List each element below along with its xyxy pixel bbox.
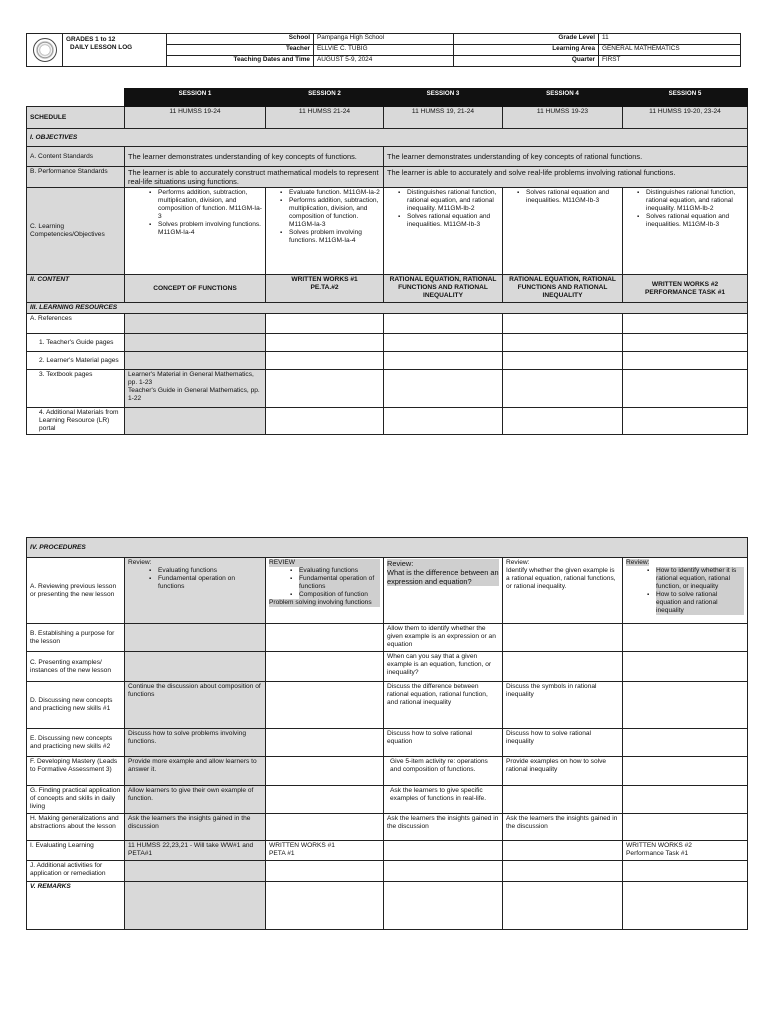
procedure-c-label: C. Presenting examples/ instances of the new lesson xyxy=(27,652,125,682)
competency-cell xyxy=(503,188,623,275)
procedure-g-session3: Ask the learners to give specific examples of functions in real-life. xyxy=(384,786,503,814)
performance-standard-b: The learner is able to accurately and solve real-life problems involving rational functions. xyxy=(384,167,748,188)
review-item: ▪ How to identify whether it is rational equation, rational function, or inequality xyxy=(656,567,744,591)
textbook-label: 3. Textbook pages xyxy=(27,370,125,408)
procedure-i-label: I. Evaluating Learning xyxy=(27,841,125,861)
procedure-i-session5: WRITTEN WORKS #2 Performance Task #1 xyxy=(623,841,748,861)
procedure-a-label: A. Reviewing previous lesson or presenting the new lesson xyxy=(27,558,125,624)
procedure-i-session1: 11 HUMSS 22,23,21 - Will take WW#1 and PETA#1 xyxy=(125,841,266,861)
procedure-h-session3: Ask the learners the insights gained in the discussion xyxy=(384,814,503,841)
sessions-table xyxy=(26,88,748,435)
review-item: ▪ Fundamental operation on functions xyxy=(158,575,262,591)
seal-icon xyxy=(33,38,57,62)
teacher-label: Teacher xyxy=(167,45,314,56)
procedure-e-session3: Discuss how to solve rational equation xyxy=(384,729,503,757)
learners-material-label: 2. Learner's Material pages xyxy=(27,352,125,370)
performance-standard-a: The learner is able to accurately construct mathematical models to represent real-life situations using functions. xyxy=(125,167,384,188)
session-header: SESSION 3 xyxy=(384,89,503,107)
textbook-value: Learner's Material in General Mathematics, pp. 1-23 Teacher's Guide in General Mathematics, pp. 1-22 xyxy=(125,370,266,408)
school-label: School xyxy=(167,34,314,45)
schedule-label: SCHEDULE xyxy=(27,107,125,129)
session-header: SESSION 1 xyxy=(125,89,266,107)
grades-title: GRADES 1 to 12 xyxy=(66,36,116,43)
review-title: Review: xyxy=(626,559,650,566)
procedure-a-session1 xyxy=(125,558,266,624)
procedure-a-session5 xyxy=(623,558,748,624)
procedure-d-session3: Discuss the difference between rational equation, rational function, and rational inequality xyxy=(384,682,503,729)
review-title: REVIEW xyxy=(269,559,380,567)
procedure-c-session3: When can you say that a given example is an equation, function, or inequality? xyxy=(384,652,503,682)
content-standards-label: A. Content Standards xyxy=(27,147,125,167)
teachers-guide-label: 1. Teacher's Guide pages xyxy=(27,334,125,352)
session-header: SESSION 5 xyxy=(623,89,748,107)
procedure-e-session1: Discuss how to solve problems involving functions. xyxy=(125,729,266,757)
review-extra: Problem solving involving functions xyxy=(269,599,380,607)
log-title: DAILY LESSON LOG xyxy=(70,44,133,51)
content-standard-b: The learner demonstrates understanding of key concepts of rational functions. xyxy=(384,147,748,167)
grade-label: Grade Level xyxy=(454,34,599,45)
schedule-cell: 11 HUMSS 19-23 xyxy=(503,107,623,129)
content-standard-a: The learner demonstrates understanding of key concepts of functions. xyxy=(125,147,384,167)
grade-value: 11 xyxy=(599,34,741,45)
remarks-label: V. REMARKS xyxy=(27,882,125,930)
procedure-e-session4: Discuss how to solve rational inequality xyxy=(503,729,623,757)
dates-label: Teaching Dates and Time xyxy=(167,56,314,67)
procedure-j-label: J. Additional activities for application or remediation xyxy=(27,861,125,882)
procedure-e-label: E. Discussing new concepts and practicing new skills #2 xyxy=(27,729,125,757)
procedure-h-session4: Ask the learners the insights gained in the discussion xyxy=(503,814,623,841)
competencies-label: C. Learning Competencies/Objectives xyxy=(27,188,125,275)
procedure-f-label: F. Developing Mastery (Leads to Formative Assessment 3) xyxy=(27,757,125,786)
schedule-cell: 11 HUMSS 19, 21-24 xyxy=(384,107,503,129)
procedure-d-session1: Continue the discussion about composition of functions xyxy=(125,682,266,729)
procedure-b-label: B. Establishing a purpose for the lesson xyxy=(27,624,125,652)
review-title: Review: xyxy=(387,559,499,568)
procedure-f-session3: Give 5-item activity re: operations and composition of functions. xyxy=(384,757,503,786)
competency-item: ▪ Solves rational equation and inequalities. M11GM-Ib-3 xyxy=(646,213,744,229)
procedure-a-session2 xyxy=(266,558,384,624)
deped-logo xyxy=(27,34,63,67)
schedule-cell: 11 HUMSS 19-24 xyxy=(125,107,266,129)
competency-item: ▪ Solves problem involving functions. M11GM-Ia-4 xyxy=(289,229,380,245)
competency-cell xyxy=(125,188,266,275)
content-heading: II. CONTENT xyxy=(27,275,125,303)
review-item: ▪ Composition of function xyxy=(299,591,380,599)
procedure-g-label: G. Finding practical application of concepts and skills in daily living xyxy=(27,786,125,814)
quarter-value: FIRST xyxy=(599,56,741,67)
session-header: SESSION 2 xyxy=(266,89,384,107)
content-cell: WRITTEN WORKS #1 PE.TA.#2 xyxy=(266,275,384,303)
procedure-d-label: D. Discussing new concepts and practicing new skills #1 xyxy=(27,682,125,729)
competency-item: ▪ Performs addition, subtraction, multiplication, division, and composition of function. M11GM-Ia-3 xyxy=(158,189,262,221)
review-title: Review: xyxy=(128,559,152,566)
procedures-heading: IV. PROCEDURES xyxy=(27,538,748,558)
competency-item: ▪ Distinguishes rational function, rational equation, and rational inequality. M11GM-Ib-2 xyxy=(646,189,744,213)
school-value: Pampanga High School xyxy=(314,34,454,45)
review-item: ▪ How to solve rational equation and rational inequality xyxy=(656,591,744,615)
teacher-value: ELLVIE C. TUBIG xyxy=(314,45,454,56)
procedures-table xyxy=(26,537,748,930)
competency-item: ▪ Solves rational equation and inequalities. M11GM-Ib-3 xyxy=(407,213,499,229)
resources-heading: III. LEARNING RESOURCES xyxy=(27,303,748,314)
session-header: SESSION 4 xyxy=(503,89,623,107)
references-label: A. References xyxy=(27,314,125,334)
header-table xyxy=(26,33,741,67)
review-item: ▪ Evaluating functions xyxy=(158,567,262,575)
review-item: ▪ Evaluating functions xyxy=(299,567,380,575)
review-question: What is the difference between an expression and equation? xyxy=(387,568,499,586)
competency-cell xyxy=(384,188,503,275)
competency-cell xyxy=(623,188,748,275)
performance-standards-label: B. Performance Standards xyxy=(27,167,125,188)
competency-cell xyxy=(266,188,384,275)
quarter-label: Quarter xyxy=(454,56,599,67)
schedule-cell: 11 HUMSS 19-20, 23-24 xyxy=(623,107,748,129)
content-cell: WRITTEN WORKS #2 PERFORMANCE TASK #1 xyxy=(623,275,748,303)
procedure-a-session3 xyxy=(384,558,503,624)
competency-item: ▪ Solves rational equation and inequalities. M11GM-Ib-3 xyxy=(526,189,619,205)
area-value: GENERAL MATHEMATICS xyxy=(599,45,741,56)
procedure-h-label: H. Making generalizations and abstractions about the lesson xyxy=(27,814,125,841)
content-cell: CONCEPT OF FUNCTIONS xyxy=(125,275,266,303)
competency-item: ▪ Distinguishes rational function, rational equation, and rational inequality. M11GM-Ib-2 xyxy=(407,189,499,213)
procedure-a-session4: Review: Identify whether the given example is a rational equation, rational functions, or rational inequality. xyxy=(503,558,623,624)
procedure-g-session1: Allow learners to give their own example of function. xyxy=(125,786,266,814)
procedure-d-session4: Discuss the symbols in rational inequality xyxy=(503,682,623,729)
content-cell: RATIONAL EQUATION, RATIONAL FUNCTIONS AND RATIONAL INEQUALITY xyxy=(384,275,503,303)
review-item: ▪ Fundamental operation of functions xyxy=(299,575,380,591)
procedure-i-session2: WRITTEN WORKS #1 PETA #1 xyxy=(266,841,384,861)
content-cell: RATIONAL EQUATION, RATIONAL FUNCTIONS AND RATIONAL INEQUALITY xyxy=(503,275,623,303)
procedure-f-session1: Provide more example and allow learners to answer it. xyxy=(125,757,266,786)
procedure-b-session3: Allow them to identify whether the given example is an expression or an equation xyxy=(384,624,503,652)
procedure-h-session1: Ask the learners the insights gained in the discussion xyxy=(125,814,266,841)
dates-value: AUGUST 5-9, 2024 xyxy=(314,56,454,67)
competency-item: ▪ Solves problem involving functions. M11GM-Ia-4 xyxy=(158,221,262,237)
procedure-f-session4: Provide examples on how to solve rational inequality xyxy=(503,757,623,786)
schedule-cell: 11 HUMSS 21-24 xyxy=(266,107,384,129)
additional-materials-label: 4. Additional Materials from Learning Resource (LR) portal xyxy=(27,408,125,435)
area-label: Learning Area xyxy=(454,45,599,56)
competency-item: ▪ Evaluate function. M11GM-Ia-2 xyxy=(289,189,380,197)
objectives-heading: I. OBJECTIVES xyxy=(27,129,748,147)
competency-item: ▪ Performs addition, subtraction, multiplication, division, and composition of function. M11GM-Ia-3 xyxy=(289,197,380,229)
